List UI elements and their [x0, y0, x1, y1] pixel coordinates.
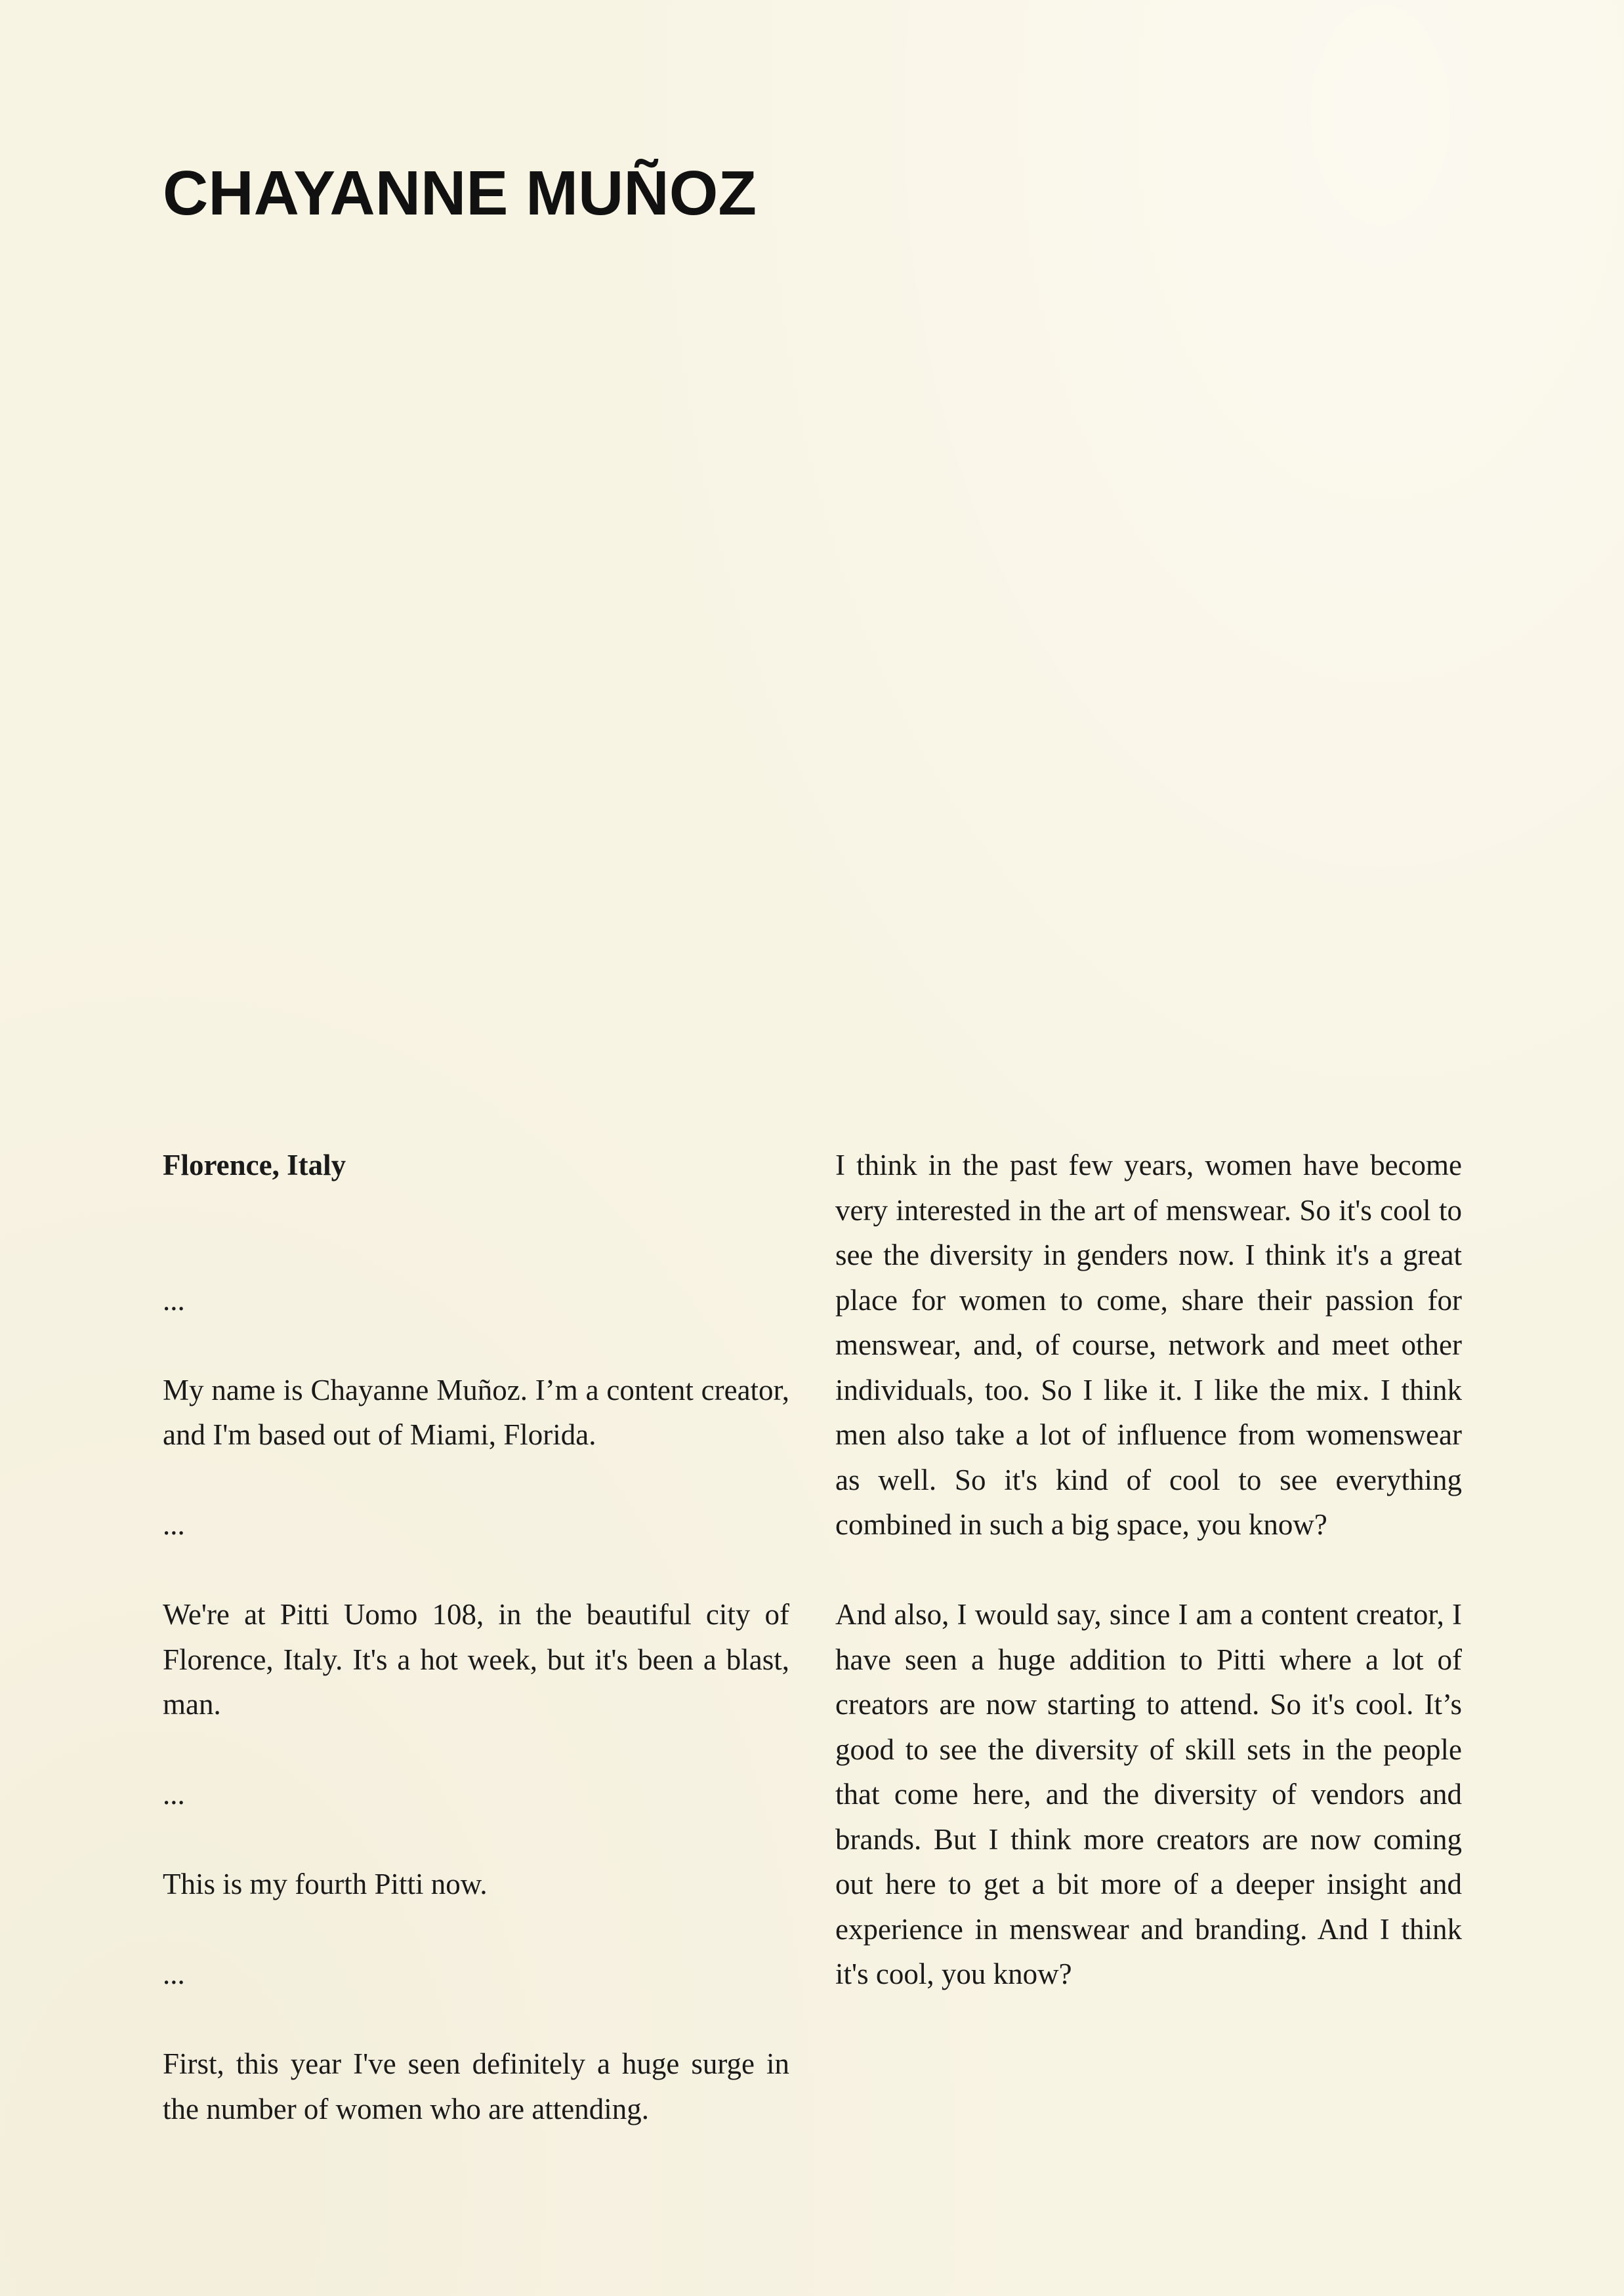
body-paragraph: I think in the past few years, women have become very interested in the art of menswear. So it's cool to see the diversity in genders now. I think it's a great place for women to come, share their passion for menswear, and, of course, network and meet other individuals, too. So I like it. I like the mix. I think men also take a lot of influence from womenswear as well. So it's kind of cool to see everything combined in such a big space, you know? — [835, 1149, 1462, 1541]
body-paragraph: My name is Chayanne Muñoz. I’m a content creator, and I'm based out of Miami, Florida. — [163, 1373, 789, 1451]
body-paragraph: We're at Pitti Uomo 108, in the beautiful city of Florence, Italy. It's a hot week, but it's been a blast, man. — [163, 1598, 789, 1721]
ellipsis-separator: ... — [163, 1778, 185, 1811]
left-column — [163, 1143, 789, 2131]
location-heading: Florence, Italy — [163, 1149, 346, 1181]
body-paragraph: First, this year I've seen definitely a huge surge in the number of women who are attending. — [163, 2047, 789, 2125]
body-paragraph: This is my fourth Pitti now. — [163, 1868, 488, 1900]
page-title: CHAYANNE MUÑOZ — [163, 158, 757, 228]
ellipsis-separator: ... — [163, 1958, 185, 1990]
ellipsis-separator: ... — [163, 1508, 185, 1541]
body-paragraph: And also, I would say, since I am a content creator, I have seen a huge addition to Pitti where a lot of creators are now starting to attend. So it's cool. It’s good to see the diversity of skill sets in the people that come here, and the diversity of vendors and brands. But I think more creators are now coming out here to get a bit more of a deeper insight and experience in menswear and branding. And I think it's cool, you know? — [835, 1598, 1462, 1990]
right-column — [835, 1143, 1462, 1997]
ellipsis-separator: ... — [163, 1283, 185, 1317]
